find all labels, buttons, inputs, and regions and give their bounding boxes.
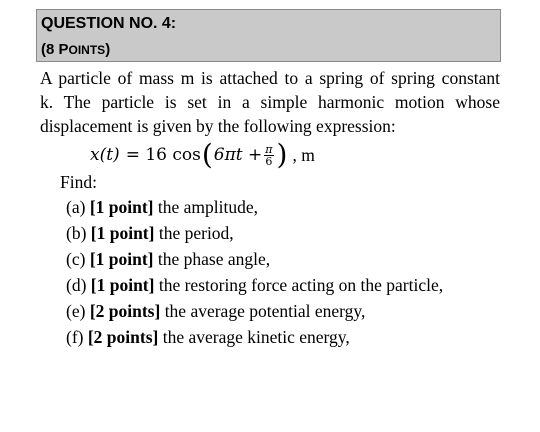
item-points: [2 points] <box>89 301 161 321</box>
open-paren: ( <box>201 138 213 171</box>
item-label: (d) <box>66 275 87 295</box>
list-item <box>66 300 443 326</box>
problem-line-2: k. The particle is set in a simple harmonic motion whose <box>40 92 500 112</box>
close-paren: ) <box>276 138 288 171</box>
points-close: ) <box>105 41 111 58</box>
question-header <box>36 9 501 62</box>
item-label: (b) <box>66 223 87 243</box>
find-label: Find: <box>60 172 97 192</box>
displacement-formula <box>90 139 315 171</box>
fraction-denominator: 6 <box>265 154 273 168</box>
item-label: (a) <box>66 197 86 217</box>
formula-inner: 6πt + <box>213 145 263 165</box>
formula-unit: , m <box>292 144 315 165</box>
list-item <box>66 196 443 222</box>
item-points: [1 point] <box>90 223 155 243</box>
list-item <box>66 326 443 352</box>
points-open: (8 P <box>41 41 69 58</box>
list-item <box>66 222 443 248</box>
problem-line-1: A particle of mass m is attached to a spring of spring constant <box>40 68 500 88</box>
formula-lhs: x(t) <box>90 145 120 165</box>
item-points: [2 points] <box>87 327 159 347</box>
item-text: the average potential energy, <box>164 301 366 321</box>
item-points: [1 point] <box>89 197 154 217</box>
points-smallcaps: OINTS <box>68 43 106 57</box>
item-label: (f) <box>66 327 84 347</box>
question-title: QUESTION NO. 4: <box>41 15 177 32</box>
item-text: the average kinetic energy, <box>162 327 350 347</box>
formula-equals: = 16 cos <box>125 145 201 165</box>
task-list <box>66 196 443 352</box>
item-label: (e) <box>66 301 86 321</box>
item-points: [1 point] <box>90 275 155 295</box>
item-text: the restoring force acting on the particle, <box>158 275 444 295</box>
problem-line-3: displacement is given by the following expression: <box>40 116 396 136</box>
item-text: the amplitude, <box>157 197 258 217</box>
item-text: the period, <box>158 223 234 243</box>
question-points <box>41 41 110 58</box>
list-item <box>66 274 443 300</box>
item-text: the phase angle, <box>157 249 271 269</box>
item-points: [1 point] <box>89 249 154 269</box>
fraction-numerator: π <box>265 142 273 156</box>
list-item <box>66 248 443 274</box>
item-label: (c) <box>66 249 86 269</box>
formula-fraction <box>264 144 273 167</box>
problem-statement <box>40 66 500 138</box>
